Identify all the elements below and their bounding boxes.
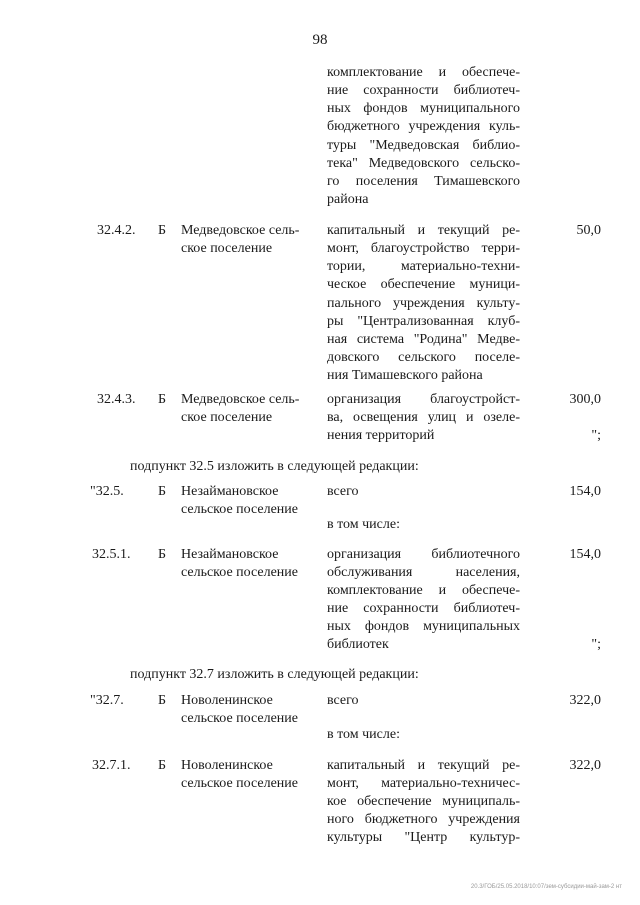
row-letter: Б [158,547,167,562]
row-description: капитальный и текущий ре- [327,223,520,238]
row-description: пального учреждения культу- [327,296,520,311]
row-description: организация благоустройст- [327,392,520,407]
row-letter: Б [158,223,167,238]
continuation-line: го поселения Тимашевского [327,174,520,189]
closing-quote: "; [591,637,601,652]
continuation-line: тека" Медведовского сельско- [327,156,520,171]
row-place: Незаймановское [181,484,279,499]
row-description: ных фондов муниципальных [327,619,520,634]
row-amount: 322,0 [569,693,601,708]
row-amount: 300,0 [569,392,601,407]
row-place: сельское поселение [181,565,298,580]
row-number: 32.5.1. [92,547,131,562]
row-number: "32.7. [90,693,124,708]
row-description: организация библиотечного [327,547,520,562]
row-number: 32.7.1. [92,758,131,773]
row-description: всего [327,484,359,499]
row-description: ние сохранности библиотеч- [327,601,520,616]
row-place: сельское поселение [181,502,298,517]
row-description: довского сельского поселе- [327,350,520,365]
row-place: Незаймановское [181,547,279,562]
continuation-line: туры "Медведовская библио- [327,138,520,153]
row-description: обслуживания населения, [327,565,520,580]
row-description: капитальный и текущий ре- [327,758,520,773]
row-place: Новоленинское [181,693,273,708]
row-description: кое обеспечение муниципаль- [327,794,520,809]
page-number: 98 [312,32,328,48]
row-place: Медведовское сель- [181,223,300,238]
row-description: ры "Централизованная клуб- [327,314,520,329]
row-description: монт, благоустройство терри- [327,241,520,256]
row-description: ная система "Родина" Медве- [327,332,520,347]
row-place: Новоленинское [181,758,273,773]
row-description: тории, материально-техни- [327,259,520,274]
row-amount: 154,0 [569,547,601,562]
subpoint-heading: подпункт 32.5 изложить в следующей редакции: [130,459,419,474]
row-number: 32.4.3. [97,392,136,407]
row-place: Медведовское сель- [181,392,300,407]
row-place: сельское поселение [181,776,298,791]
row-amount: 154,0 [569,484,601,499]
row-description: нения территорий [327,428,435,443]
row-description: ния Тимашевского района [327,368,483,383]
row-description: комплектование и обеспече- [327,583,520,598]
row-description: ческое обеспечение муници- [327,277,520,292]
including-label: в том числе: [327,727,400,742]
row-letter: Б [158,484,167,499]
row-description: монт, материально-техничес- [327,776,520,791]
row-number: "32.5. [90,484,124,499]
row-amount: 322,0 [569,758,601,773]
including-label: в том числе: [327,517,400,532]
continuation-line: ние сохранности библиотеч- [327,83,520,98]
continuation-line: района [327,192,369,207]
footer-stamp: 20.3/ГОБ/25.05.2018/10:07/зем-субсидии-май-зам-2 нт [470,884,622,890]
row-description: культуры "Центр культур- [327,830,520,845]
row-place: ское поселение [181,410,273,425]
row-description: ва, освещения улиц и озеле- [327,410,520,425]
row-amount: 50,0 [576,223,601,238]
row-place: ское поселение [181,241,273,256]
row-place: сельское поселение [181,711,298,726]
row-number: 32.4.2. [97,223,136,238]
row-description: ного бюджетного учреждения [327,812,520,827]
row-description: всего [327,693,359,708]
continuation-line: комплектование и обеспече- [327,65,520,80]
subpoint-heading: подпункт 32.7 изложить в следующей редакции: [130,667,419,682]
continuation-line: ных фондов муниципального [327,101,520,116]
closing-quote: "; [591,428,601,443]
row-letter: Б [158,693,167,708]
row-letter: Б [158,392,167,407]
row-letter: Б [158,758,167,773]
continuation-line: бюджетного учреждения куль- [327,119,520,134]
row-description: библиотек [327,637,389,652]
